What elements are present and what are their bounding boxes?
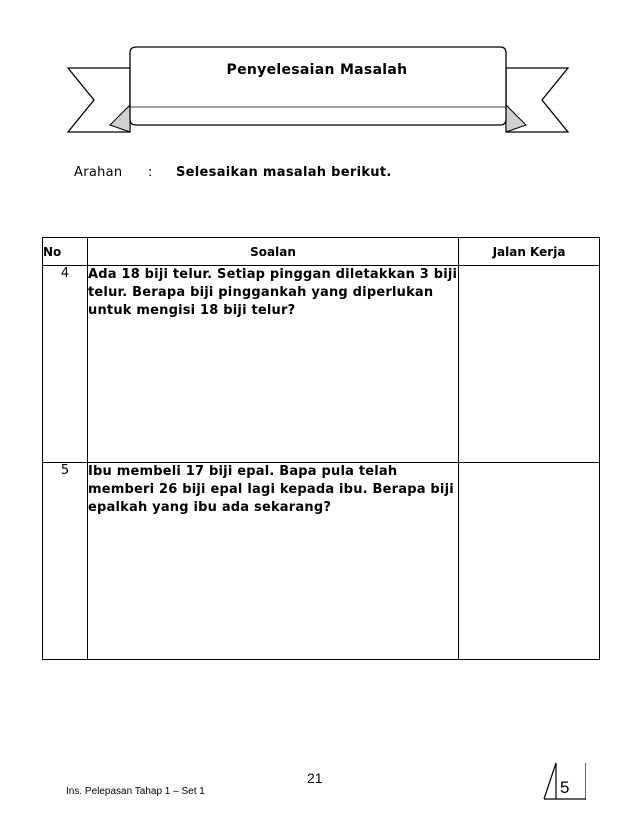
page-number: 21 bbox=[307, 770, 323, 786]
header-no: No bbox=[43, 238, 88, 266]
footer-text: Ins. Pelepasan Tahap 1 – Set 1 bbox=[66, 786, 205, 797]
banner-title: Penyelesaian Masalah bbox=[226, 62, 408, 78]
score-value: 5 bbox=[560, 778, 570, 797]
question-number: 5 bbox=[43, 463, 88, 660]
question-number: 4 bbox=[43, 266, 88, 463]
header-question: Soalan bbox=[88, 238, 459, 266]
instruction-colon: : bbox=[148, 165, 153, 180]
table-row bbox=[43, 463, 600, 660]
question-text: Ibu membeli 17 biji epal. Bapa pula telah memberi 26 biji epal lagi kepada ibu. Berapa biji epalkah yang ibu ada sekarang? bbox=[88, 463, 459, 660]
instruction-label: Arahan bbox=[74, 165, 123, 180]
instruction-text: Selesaikan masalah berikut. bbox=[176, 165, 392, 180]
work-area[interactable] bbox=[459, 463, 600, 660]
ribbon-body bbox=[130, 47, 506, 125]
work-area[interactable] bbox=[459, 266, 600, 463]
ribbon-banner bbox=[66, 45, 570, 137]
question-table bbox=[42, 237, 600, 660]
table-row bbox=[43, 266, 600, 463]
table-header-row bbox=[43, 238, 600, 266]
header-work: Jalan Kerja bbox=[459, 238, 600, 266]
question-text: Ada 18 biji telur. Setiap pinggan diletakkan 3 biji telur. Berapa biji pinggankah yang diperlukan untuk mengisi 18 biji telur? bbox=[88, 266, 459, 463]
